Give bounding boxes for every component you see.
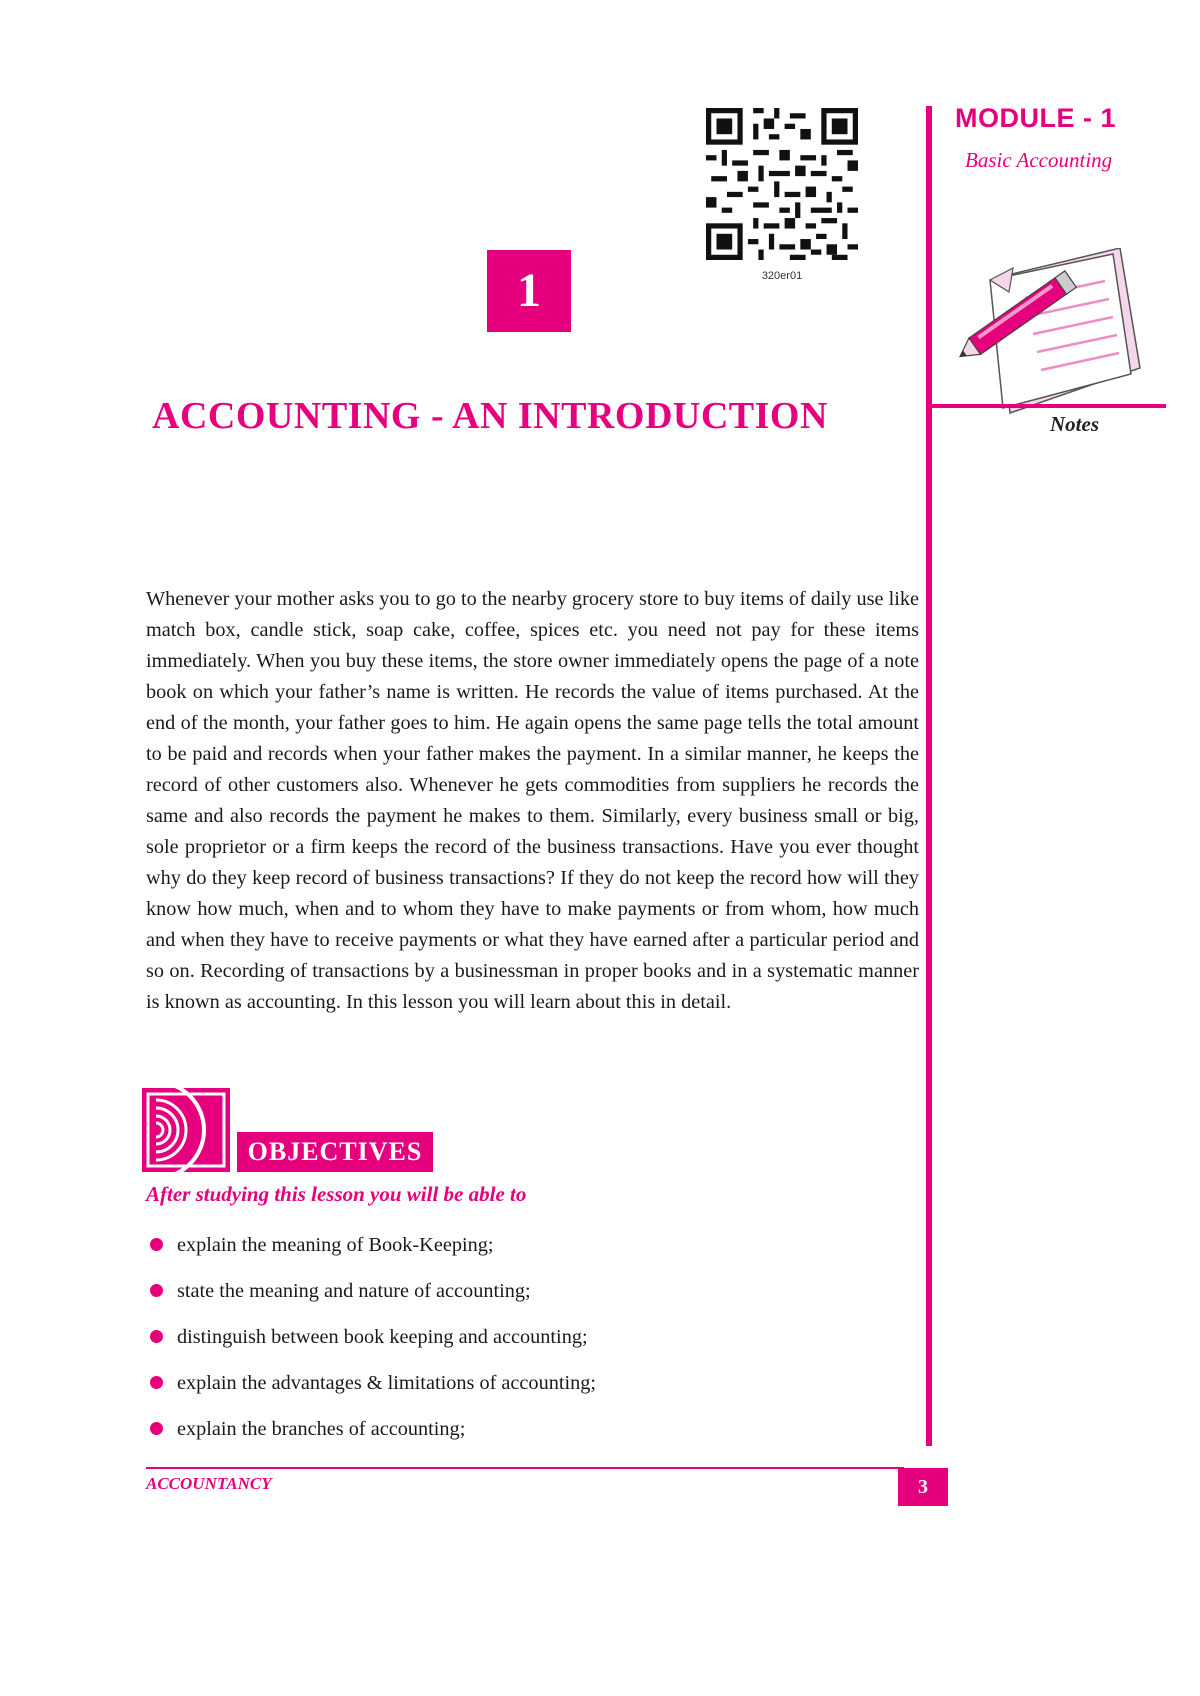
sidebar-divider <box>926 106 932 1446</box>
bullet-icon <box>150 1330 163 1343</box>
objective-item: explain the branches of accounting; <box>150 1418 465 1441</box>
footer-label: ACCOUNTANCY <box>146 1474 272 1493</box>
objective-item: distinguish between book keeping and accounting; <box>150 1326 588 1349</box>
qr-code-icon <box>706 108 858 260</box>
notes-pencil-icon <box>955 248 1145 418</box>
chapter-title: ACCOUNTING - AN INTRODUCTION <box>152 395 828 437</box>
qr-caption: 320er01 <box>761 270 803 282</box>
module-title: MODULE - 1 <box>955 103 1117 133</box>
chapter-number-badge: 1 <box>487 250 571 332</box>
page-number: 3 <box>898 1468 948 1506</box>
module-subtitle: Basic Accounting <box>965 148 1113 172</box>
notes-label: Notes <box>1050 412 1099 436</box>
bullet-icon <box>150 1284 163 1297</box>
bullet-icon <box>150 1422 163 1435</box>
bullet-icon <box>150 1376 163 1389</box>
footer-divider <box>146 1467 904 1469</box>
bullet-icon <box>150 1238 163 1251</box>
objectives-target-icon <box>142 1088 230 1172</box>
objective-item: state the meaning and nature of accounting; <box>150 1280 531 1303</box>
objectives-heading: OBJECTIVES <box>237 1132 433 1172</box>
objective-item: explain the advantages & limitations of accounting; <box>150 1372 596 1395</box>
objectives-lead: After studying this lesson you will be able to <box>146 1182 527 1206</box>
intro-paragraph: Whenever your mother asks you to go to the nearby grocery store to buy items of daily use like match box, candle stick, soap cake, coffee, spices etc. you need not pay for these items immediately. When you buy these items, the store owner immediately opens the page of a note book on which your father’s name is written. He records the value of items purchased. At the end of the month, your father goes to him. He again opens the same page tells the total amount to be paid and records when your father makes the payment. In a similar manner, he keeps the record of other customers also. Whenever he gets commodities from suppliers he records the same and also records the payment he makes to them. Similarly, every business small or big, sole proprietor or a firm keeps the record of the business transactions. Have you ever thought why do they keep record of business transactions? If they do not keep the record how will they know how much, when and to whom they have to make payments or from whom, how much and when they have to receive payments or what they have earned after a particular period and so on. Recording of transactions by a businessman in proper books and in a systematic manner is known as accounting. In this lesson you will learn about this in detail. <box>146 588 919 1013</box>
objective-item: explain the meaning of Book-Keeping; <box>150 1234 494 1257</box>
notes-divider <box>926 404 1166 408</box>
